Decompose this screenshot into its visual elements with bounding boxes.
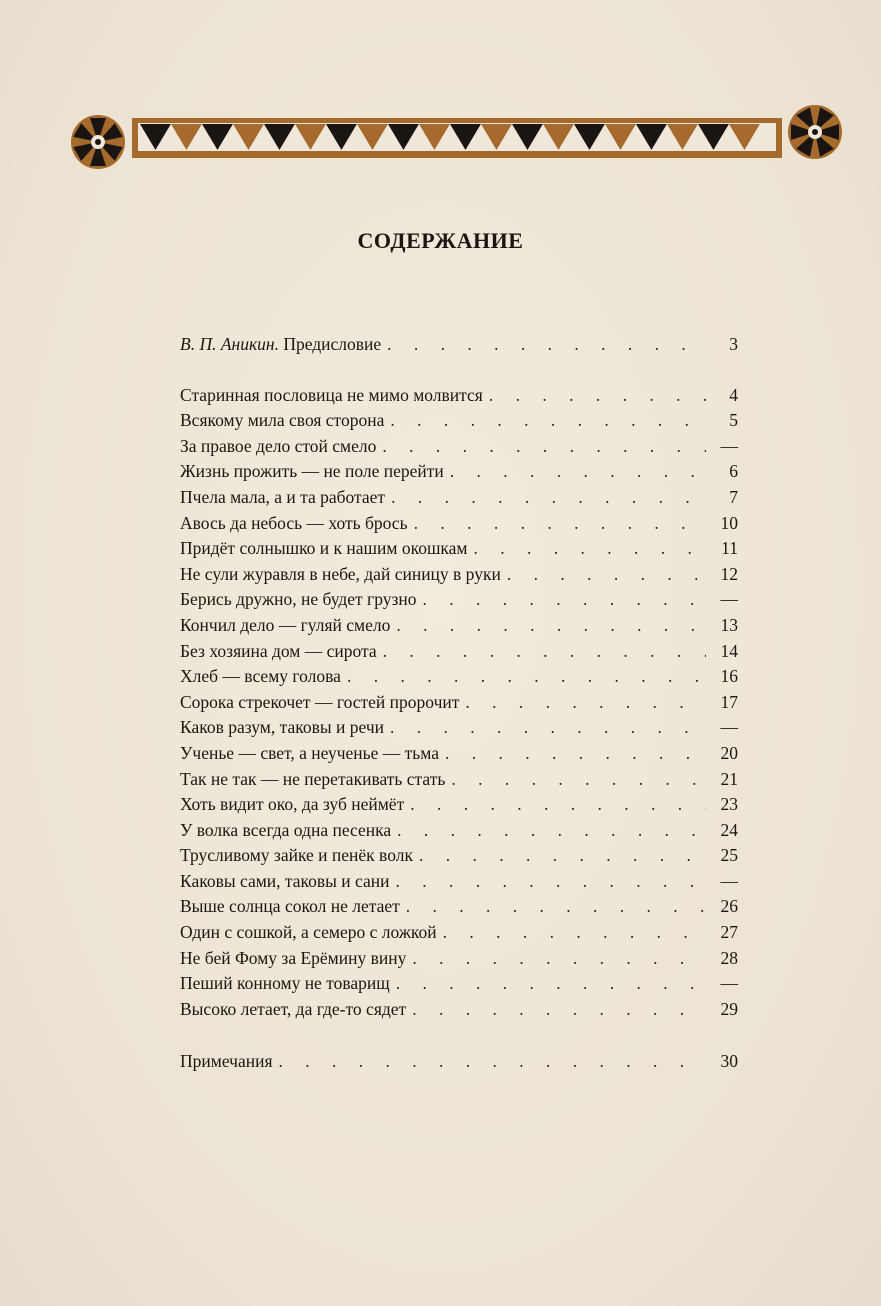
toc-entry-row[interactable] — [180, 487, 738, 513]
toc-entry-row[interactable] — [180, 589, 738, 615]
notes-title: Примечания — [180, 1051, 273, 1072]
leader-dots — [390, 871, 706, 892]
leader-dots — [400, 896, 706, 917]
toc-entry-row[interactable] — [180, 538, 738, 564]
toc-notes-row[interactable] — [180, 1051, 738, 1077]
toc-entry-page: 6 — [729, 461, 738, 482]
leader-dots — [406, 999, 706, 1020]
notes-page: 30 — [720, 1051, 738, 1072]
toc-entry-row[interactable] — [180, 896, 738, 922]
toc-entry-page: 16 — [720, 666, 738, 687]
toc-entry-title: Берись дружно, не будет грузно — [180, 589, 417, 610]
leader-dots — [341, 666, 706, 687]
toc-entry-page: 23 — [720, 794, 738, 815]
toc-entry-page: 26 — [720, 896, 738, 917]
toc-entry-page: 25 — [720, 845, 738, 866]
toc-entry-row[interactable] — [180, 922, 738, 948]
toc-entry-title: Старинная пословица не мимо молвится — [180, 384, 483, 405]
toc-entry-row[interactable] — [180, 410, 738, 436]
leader-dots — [381, 334, 706, 355]
toc-entry-row[interactable] — [180, 564, 738, 590]
toc-entry-row[interactable] — [180, 436, 738, 462]
leader-dots — [384, 717, 706, 738]
toc-entry-page: — — [720, 589, 738, 610]
page-title: СОДЕРЖАНИЕ — [357, 228, 524, 253]
leader-dots — [459, 692, 706, 713]
toc-entry-row[interactable] — [180, 794, 738, 820]
toc-entry-title: Авось да небось — хоть брось — [180, 512, 408, 533]
left-rosette-ornament — [71, 115, 125, 169]
leader-dots — [385, 487, 706, 508]
toc-entry-page: — — [720, 717, 738, 738]
toc-entry-title: Сорока стрекочет — гостей пророчит — [180, 691, 460, 712]
toc-entry-page: 12 — [720, 563, 738, 584]
toc-entry-page: — — [720, 870, 738, 891]
leader-dots — [417, 589, 706, 610]
toc-entry-title: Жизнь прожить — не поле перейти — [180, 461, 444, 482]
toc-entry-row[interactable] — [180, 999, 738, 1025]
toc-entry-title: Так не так — не перетакивать стать — [180, 768, 446, 789]
leader-dots — [273, 1051, 706, 1072]
toc-entry-page: 24 — [720, 819, 738, 840]
toc-entry-row[interactable] — [180, 845, 738, 871]
toc-entry-page: — — [720, 973, 738, 994]
toc-entry-title: Ученье — свет, а неученье — тьма — [180, 742, 439, 763]
toc-entry-title: Хлеб — всему голова — [180, 666, 341, 687]
decorative-border-ornament — [68, 100, 848, 180]
table-of-contents — [180, 334, 738, 1077]
toc-entry-page: 17 — [720, 691, 738, 712]
toc-entry-row[interactable] — [180, 692, 738, 718]
toc-entry-page: — — [720, 435, 738, 456]
toc-entry-row[interactable] — [180, 461, 738, 487]
toc-entry-page: 10 — [720, 512, 738, 533]
toc-entry-title: За правое дело стой смело — [180, 435, 377, 456]
toc-entry-title: Один с сошкой, а семеро с ложкой — [180, 922, 437, 943]
preface-page: 3 — [729, 334, 738, 354]
leader-dots — [444, 461, 706, 482]
toc-entry-title: Придёт солнышко и к нашим окошкам — [180, 538, 468, 559]
toc-entry-title: Каковы сами, таковы и сани — [180, 870, 390, 891]
toc-entry-row[interactable] — [180, 948, 738, 974]
leader-dots — [404, 794, 706, 815]
toc-entry-title: Пчела мала, а и та работает — [180, 486, 386, 507]
preface-author: В. П. Аникин. — [180, 334, 279, 354]
toc-entry-row[interactable] — [180, 513, 738, 539]
toc-entry-title: Каков разум, таковы и речи — [180, 717, 384, 738]
leader-dots — [384, 410, 706, 431]
toc-entry-row[interactable] — [180, 666, 738, 692]
leader-dots — [445, 769, 706, 790]
toc-entry-page: 14 — [720, 640, 738, 661]
toc-entry-title: Хоть видит око, да зуб неймёт — [180, 794, 405, 815]
toc-entry-page: 11 — [721, 538, 738, 559]
toc-entry-title: Выше солнца сокол не летает — [180, 896, 400, 917]
toc-entry-title: Кончил дело — гуляй смело — [180, 614, 391, 635]
toc-entry-row[interactable] — [180, 743, 738, 769]
leader-dots — [483, 385, 706, 406]
toc-entry-page: 28 — [720, 947, 738, 968]
leader-dots — [376, 436, 706, 457]
triangle-band — [132, 118, 782, 158]
toc-entry-page: 7 — [729, 486, 738, 507]
toc-entry-title: Всякому мила своя сторона — [180, 410, 385, 431]
toc-entry-title: Не сули журавля в небе, дай синицу в руки — [180, 563, 501, 584]
toc-entry-page: 21 — [720, 768, 738, 789]
toc-entry-page: 13 — [720, 614, 738, 635]
leader-dots — [501, 564, 706, 585]
toc-entry-row[interactable] — [180, 641, 738, 667]
toc-entry-row[interactable] — [180, 973, 738, 999]
toc-entry-title: Трусливому зайке и пенёк волк — [180, 845, 413, 866]
toc-entry-page: 20 — [720, 742, 738, 763]
preface-title: Предисловие — [283, 334, 382, 354]
toc-preface-row[interactable] — [180, 334, 738, 360]
toc-entry-title: Не бей Фому за Ерёмину вину — [180, 947, 407, 968]
leader-dots — [377, 641, 706, 662]
leader-dots — [437, 922, 706, 943]
leader-dots — [390, 615, 706, 636]
leader-dots — [390, 973, 706, 994]
toc-entry-page: 4 — [729, 384, 738, 405]
leader-dots — [439, 743, 706, 764]
toc-entry-row[interactable] — [180, 871, 738, 897]
leader-dots — [413, 845, 706, 866]
toc-entry-page: 5 — [729, 410, 738, 431]
leader-dots — [391, 820, 706, 841]
toc-entry-row[interactable] — [180, 769, 738, 795]
toc-entry-title: Высоко летает, да где-то сядет — [180, 998, 407, 1019]
toc-entry-page: 29 — [720, 998, 738, 1019]
leader-dots — [406, 948, 706, 969]
toc-entry-title: Пеший конному не товарищ — [180, 973, 390, 994]
leader-dots — [408, 513, 706, 534]
toc-entry-title: Без хозяина дом — сирота — [180, 640, 377, 661]
toc-entry-row[interactable] — [180, 717, 738, 743]
toc-entry-row[interactable] — [180, 385, 738, 411]
right-rosette-ornament — [788, 105, 842, 159]
toc-entry-row[interactable] — [180, 615, 738, 641]
toc-entry-row[interactable] — [180, 820, 738, 846]
toc-entry-page: 27 — [720, 922, 738, 943]
leader-dots — [468, 538, 706, 559]
toc-entry-title: У волка всегда одна песенка — [180, 819, 392, 840]
toc-entries-list — [180, 385, 738, 1025]
